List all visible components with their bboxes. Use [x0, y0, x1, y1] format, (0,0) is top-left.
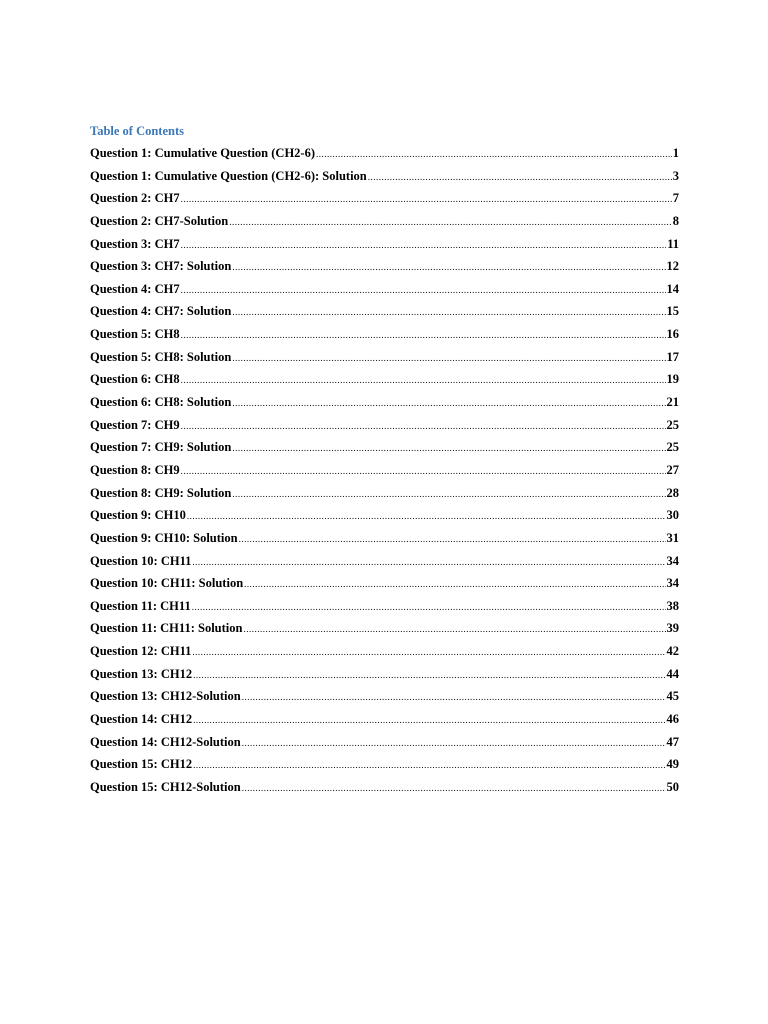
- toc-entry[interactable]: [90, 599, 679, 622]
- toc-dot-leader: [181, 375, 666, 385]
- toc-entry[interactable]: [90, 780, 679, 803]
- toc-entry[interactable]: [90, 531, 679, 554]
- toc-dot-leader: [232, 398, 665, 408]
- toc-entry[interactable]: [90, 304, 679, 327]
- toc-entry[interactable]: [90, 395, 679, 418]
- toc-entry-label: Question 11: CH11: [90, 598, 191, 613]
- toc-entry[interactable]: [90, 486, 679, 509]
- toc-dot-leader: [316, 149, 672, 159]
- toc-entry-label: Question 6: CH8: [90, 372, 180, 387]
- toc-entry-page-number: 12: [666, 259, 679, 274]
- toc-entry-label: Question 8: CH9: Solution: [90, 485, 232, 500]
- toc-dot-leader: [232, 489, 665, 499]
- toc-entry[interactable]: [90, 757, 679, 780]
- toc-dot-leader: [239, 534, 666, 544]
- toc-entry-label: Question 10: CH11: [90, 553, 192, 568]
- toc-dot-leader: [244, 579, 665, 589]
- toc-entry[interactable]: [90, 169, 679, 192]
- toc-entry-page-number: 44: [666, 666, 679, 681]
- toc-entry[interactable]: [90, 576, 679, 599]
- toc-entry-page-number: 19: [666, 372, 679, 387]
- toc-entry[interactable]: [90, 418, 679, 441]
- toc-entry-label: Question 11: CH11: Solution: [90, 621, 243, 636]
- toc-dot-leader: [243, 624, 665, 634]
- toc-entry-page-number: 49: [666, 757, 679, 772]
- toc-entry[interactable]: [90, 667, 679, 690]
- toc-dot-leader: [193, 670, 665, 680]
- document-page: [90, 123, 679, 803]
- toc-dot-leader: [229, 217, 672, 227]
- toc-entry-page-number: 8: [672, 213, 679, 228]
- toc-entry-label: Question 15: CH12-Solution: [90, 779, 241, 794]
- toc-dot-leader: [232, 262, 665, 272]
- toc-entry-label: Question 1: Cumulative Question (CH2-6): [90, 146, 315, 160]
- toc-list: [90, 146, 679, 803]
- toc-entry[interactable]: [90, 282, 679, 305]
- toc-entry-label: Question 15: CH12: [90, 757, 193, 772]
- toc-dot-leader: [232, 307, 665, 317]
- toc-dot-leader: [193, 715, 665, 725]
- toc-entry-label: Question 12: CH11: [90, 644, 192, 659]
- toc-entry[interactable]: [90, 735, 679, 758]
- toc-dot-leader: [232, 353, 665, 363]
- toc-entry-page-number: 21: [666, 395, 679, 410]
- toc-entry-label: Question 5: CH8: [90, 327, 180, 342]
- toc-dot-leader: [368, 172, 672, 182]
- toc-entry-label: Question 13: CH12-Solution: [90, 689, 241, 704]
- toc-entry-label: Question 1: Cumulative Question (CH2-6): Solution: [90, 168, 367, 183]
- toc-entry-page-number: 45: [666, 689, 679, 704]
- toc-dot-leader: [192, 557, 665, 567]
- toc-entry-page-number: 11: [667, 236, 679, 251]
- toc-entry-label: Question 14: CH12-Solution: [90, 734, 241, 749]
- toc-entry-page-number: 34: [666, 553, 679, 568]
- toc-entry-label: Question 9: CH10: Solution: [90, 530, 238, 545]
- toc-entry-page-number: 17: [666, 349, 679, 364]
- toc-entry-label: Question 2: CH7: [90, 191, 180, 206]
- toc-entry-page-number: 34: [666, 576, 679, 591]
- toc-dot-leader: [242, 692, 666, 702]
- toc-entry[interactable]: [90, 508, 679, 531]
- toc-entry-page-number: 38: [666, 598, 679, 613]
- toc-entry[interactable]: [90, 146, 679, 169]
- toc-entry-page-number: 16: [666, 327, 679, 342]
- toc-entry-label: Question 2: CH7-Solution: [90, 213, 229, 228]
- toc-dot-leader: [181, 421, 666, 431]
- toc-entry-label: Question 9: CH10: [90, 508, 186, 523]
- toc-entry-page-number: 39: [666, 621, 679, 636]
- toc-entry-label: Question 3: CH7: [90, 236, 180, 251]
- toc-entry-label: Question 14: CH12: [90, 712, 193, 727]
- toc-entry-page-number: 1: [672, 146, 679, 160]
- toc-entry[interactable]: [90, 689, 679, 712]
- toc-dot-leader: [187, 511, 666, 521]
- toc-entry-label: Question 10: CH11: Solution: [90, 576, 244, 591]
- toc-entry-page-number: 46: [666, 712, 679, 727]
- toc-dot-leader: [242, 738, 666, 748]
- toc-entry-page-number: 30: [666, 508, 679, 523]
- toc-entry[interactable]: [90, 350, 679, 373]
- toc-entry-label: Question 7: CH9: Solution: [90, 440, 232, 455]
- toc-entry-page-number: 47: [666, 734, 679, 749]
- toc-entry-page-number: 42: [666, 644, 679, 659]
- toc-entry-label: Question 4: CH7: [90, 281, 180, 296]
- toc-entry[interactable]: [90, 712, 679, 735]
- toc-entry-page-number: 15: [666, 304, 679, 319]
- toc-dot-leader: [193, 760, 665, 770]
- toc-entry[interactable]: [90, 621, 679, 644]
- toc-dot-leader: [181, 285, 666, 295]
- toc-entry-label: Question 13: CH12: [90, 666, 193, 681]
- toc-dot-leader: [181, 466, 666, 476]
- toc-entry-label: Question 4: CH7: Solution: [90, 304, 232, 319]
- toc-entry[interactable]: [90, 327, 679, 350]
- toc-entry-label: Question 3: CH7: Solution: [90, 259, 232, 274]
- toc-entry-page-number: 28: [666, 485, 679, 500]
- toc-entry-page-number: 25: [666, 417, 679, 432]
- toc-dot-leader: [232, 443, 665, 453]
- toc-heading: Table of Contents: [90, 124, 184, 138]
- toc-dot-leader: [192, 602, 666, 612]
- toc-entry[interactable]: [90, 644, 679, 667]
- toc-entry-page-number: 50: [666, 779, 679, 794]
- toc-dot-leader: [181, 240, 667, 250]
- toc-entry-page-number: 25: [666, 440, 679, 455]
- toc-entry-label: Question 8: CH9: [90, 462, 180, 477]
- toc-entry[interactable]: [90, 214, 679, 237]
- toc-entry-page-number: 14: [666, 281, 679, 296]
- toc-entry[interactable]: [90, 259, 679, 282]
- toc-dot-leader: [181, 330, 666, 340]
- toc-dot-leader: [181, 194, 672, 204]
- toc-entry-page-number: 27: [666, 462, 679, 477]
- toc-entry[interactable]: [90, 440, 679, 463]
- toc-entry[interactable]: [90, 554, 679, 577]
- toc-dot-leader: [242, 783, 666, 793]
- toc-entry[interactable]: [90, 372, 679, 395]
- toc-entry-page-number: 31: [666, 530, 679, 545]
- toc-entry[interactable]: [90, 463, 679, 486]
- toc-dot-leader: [192, 647, 665, 657]
- toc-entry-page-number: 3: [672, 168, 679, 183]
- toc-entry-label: Question 6: CH8: Solution: [90, 395, 232, 410]
- toc-entry-page-number: 7: [672, 191, 679, 206]
- toc-entry-label: Question 7: CH9: [90, 417, 180, 432]
- toc-entry-label: Question 5: CH8: Solution: [90, 349, 232, 364]
- toc-entry[interactable]: [90, 237, 679, 260]
- toc-entry[interactable]: [90, 191, 679, 214]
